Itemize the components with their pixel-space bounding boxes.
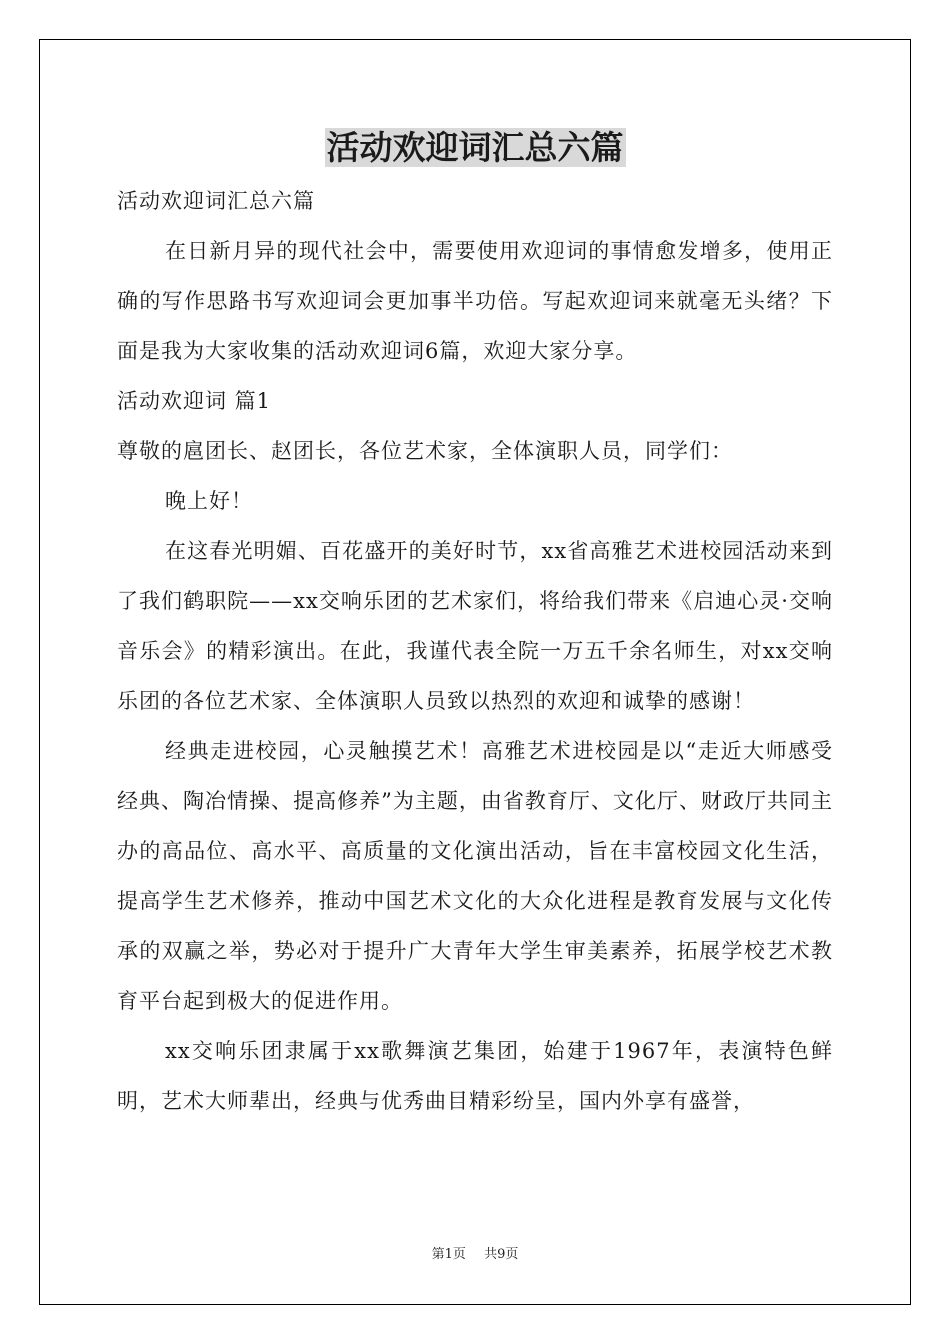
paragraph: 在这春光明媚、百花盛开的美好时节，xx省高雅艺术进校园活动来到了我们鹤职院——xx交响乐团的艺术家们，将给我们带来《启迪心灵·交响音乐会》的精彩演出。在此，我谨代表全院一万五千余名师生，对xx交响乐团的各位艺术家、全体演职人员致以热烈的欢迎和诚挚的感谢！	[117, 539, 833, 713]
document-title-text: 活动欢迎词汇总六篇	[326, 128, 624, 167]
paragraph: 活动欢迎词汇总六篇	[117, 189, 315, 213]
paragraph: xx交响乐团隶属于xx歌舞演艺集团，始建于1967年，表演特色鲜明，艺术大师辈出，经典与优秀曲目精彩纷呈，国内外享有盛誉，	[117, 1039, 833, 1113]
document-body	[117, 176, 833, 1126]
page-total: 共9页	[484, 1247, 519, 1262]
paragraph: 在日新月异的现代社会中，需要使用欢迎词的事情愈发增多，使用正确的写作思路书写欢迎词会更加事半功倍。写起欢迎词来就毫无头绪？下面是我为大家收集的活动欢迎词6篇，欢迎大家分享。	[117, 239, 833, 363]
page-footer	[0, 1245, 950, 1265]
document-title	[0, 124, 950, 172]
paragraph: 经典走进校园，心灵触摸艺术！高雅艺术进校园是以“走近大师感受经典、陶冶情操、提高修养”为主题，由省教育厅、文化厅、财政厅共同主办的高品位、高水平、高质量的文化演出活动，旨在丰富校园文化生活，提高学生艺术修养，推动中国艺术文化的大众化进程是教育发展与文化传承的双赢之举，势必对于提升广大青年大学生审美素养，拓展学校艺术教育平台起到极大的促进作用。	[117, 739, 833, 1013]
paragraph: 晚上好！	[165, 489, 253, 513]
paragraph: 活动欢迎词 篇1	[117, 389, 272, 413]
paragraph: 尊敬的扈团长、赵团长，各位艺术家，全体演职人员，同学们：	[117, 439, 733, 463]
page-number: 第1页	[431, 1247, 466, 1262]
